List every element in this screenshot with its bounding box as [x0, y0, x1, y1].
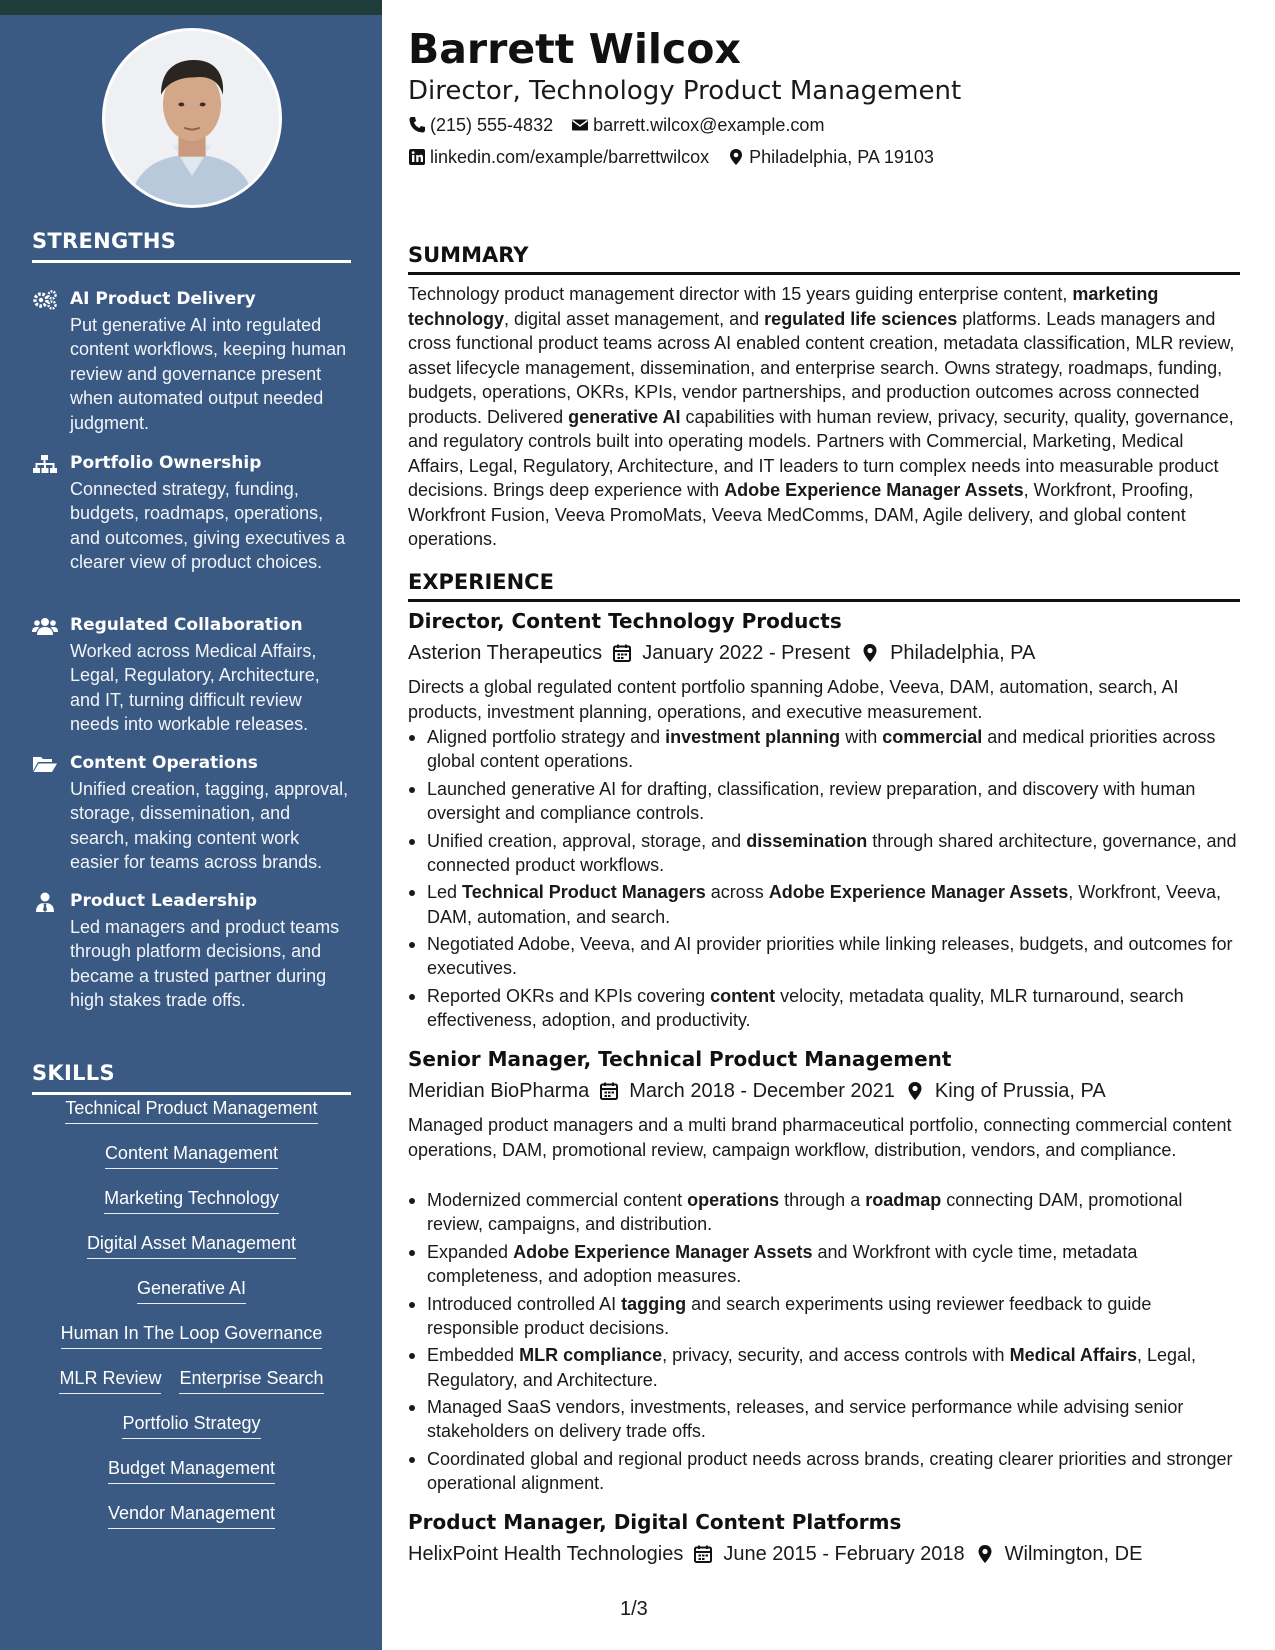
- skill-tag: Generative AI: [137, 1276, 246, 1304]
- location-text: Philadelphia, PA 19103: [749, 147, 934, 167]
- job-description: Managed product managers and a multi brand pharmaceutical portfolio, connecting commercial content operations, DAM, promotional review, campaign workflow, distribution, vendors, and compliance.: [408, 1115, 1232, 1160]
- job-bullets: [408, 725, 1240, 1036]
- strength-text: Connected strategy, funding, budgets, roadmaps, operations, and outcomes, giving executives a clearer view of product choices.: [70, 479, 346, 573]
- job-description: Directs a global regulated content portfolio spanning Adobe, Veeva, DAM, automation, search, AI products, investment planning, operations, and executive measurement.: [408, 677, 1179, 722]
- skill-tag: Budget Management: [108, 1456, 275, 1484]
- contact-phone[interactable]: [408, 114, 553, 136]
- skill-tag: Portfolio Strategy: [122, 1411, 260, 1439]
- calendar-icon: [612, 643, 632, 663]
- bullet-item: Led Technical Product Managers across Adobe Experience Manager Assets, Workfront, Veeva, DAM, automation, and search.: [408, 880, 1240, 929]
- bullet-item: Reported OKRs and KPIs covering content velocity, metadata quality, MLR turnaround, search effectiveness, adoption, and productivity.: [408, 984, 1240, 1033]
- map-marker-icon: [860, 643, 880, 663]
- skill-tag: Technical Product Management: [65, 1096, 317, 1124]
- job-dates: June 2015 - February 2018: [723, 1543, 965, 1565]
- skill-tag: Digital Asset Management: [87, 1231, 296, 1259]
- sidebar: [0, 0, 382, 1650]
- user-tie-icon: [32, 892, 58, 912]
- strength-text: Worked across Medical Affairs, Legal, Regulatory, Architecture, and IT, turning difficult review needs into workable releases.: [70, 641, 320, 735]
- map-marker-icon: [975, 1544, 995, 1564]
- job-meta: [408, 640, 1035, 666]
- job-location: King of Prussia, PA: [934, 1080, 1106, 1102]
- job-company: HelixPoint Health Technologies: [408, 1543, 684, 1565]
- strength-title: Product Leadership: [70, 891, 258, 911]
- envelope-icon: [571, 116, 589, 134]
- job-title: Product Manager, Digital Content Platforms: [408, 1510, 902, 1534]
- strength-title: Portfolio Ownership: [70, 453, 262, 473]
- job-company: Meridian BioPharma: [408, 1080, 590, 1102]
- linkedin-icon: [408, 148, 426, 166]
- skill-tag: Vendor Management: [108, 1501, 275, 1529]
- job-title: Senior Manager, Technical Product Management: [408, 1047, 952, 1071]
- strength-text: Put generative AI into regulated content workflows, keeping human review and governance present when automated output needed judgment.: [70, 315, 347, 433]
- job-location: Philadelphia, PA: [890, 642, 1036, 664]
- avatar-portrait-icon: [105, 31, 279, 205]
- sitemap-icon: [32, 454, 58, 474]
- bullet-item: Modernized commercial content operations through a roadmap connecting DAM, promotional review, campaigns, and distribution.: [408, 1188, 1240, 1237]
- gears-icon: [32, 290, 58, 310]
- contact-row-1: [408, 114, 824, 136]
- skills-heading: SKILLS: [32, 1061, 351, 1095]
- bullet-item: Embedded MLR compliance, privacy, security, and access controls with Medical Affairs, Legal, Regulatory, and Architecture.: [408, 1343, 1240, 1392]
- skill-tag: MLR Review: [59, 1366, 161, 1394]
- email-text: barrett.wilcox@example.com: [593, 115, 825, 135]
- users-icon: [32, 616, 58, 636]
- summary-heading: SUMMARY: [408, 242, 1240, 275]
- bullet-item: Expanded Adobe Experience Manager Assets and Workfront with cycle time, metadata completeness, and adoption measures.: [408, 1240, 1240, 1289]
- contact-location: [727, 146, 934, 168]
- skill-tag: Marketing Technology: [104, 1186, 279, 1214]
- calendar-icon: [693, 1544, 713, 1564]
- contact-email[interactable]: [571, 114, 824, 136]
- skill-tag: Content Management: [105, 1141, 278, 1169]
- bullet-item: Negotiated Adobe, Veeva, and AI provider priorities while linking releases, budgets, and outcomes for executives.: [408, 932, 1240, 981]
- strengths-heading: STRENGTHS: [32, 229, 351, 263]
- phone-icon: [408, 116, 426, 134]
- strength-title: AI Product Delivery: [70, 289, 256, 309]
- job-bullets: [408, 1188, 1240, 1499]
- job-meta: [408, 1078, 1106, 1104]
- map-marker-icon: [905, 1081, 925, 1101]
- bullet-item: Unified creation, approval, storage, and dissemination through shared architecture, governance, and connected product workflows.: [408, 829, 1240, 878]
- calendar-icon: [599, 1081, 619, 1101]
- job-location: Wilmington, DE: [1004, 1543, 1143, 1565]
- strength-text: Unified creation, tagging, approval, storage, dissemination, and search, making content work easier for teams across brands.: [70, 779, 349, 873]
- candidate-name: Barrett Wilcox: [408, 25, 741, 73]
- bullet-item: Aligned portfolio strategy and investment planning with commercial and medical priorities across global content operations.: [408, 725, 1240, 774]
- job-title: Director, Content Technology Products: [408, 609, 842, 633]
- strength-title: Regulated Collaboration: [70, 615, 303, 635]
- bullet-item: Coordinated global and regional product needs across brands, creating clearer priorities and stronger operational alignment.: [408, 1447, 1240, 1496]
- skill-tag: Enterprise Search: [179, 1366, 323, 1394]
- contact-linkedin[interactable]: [408, 146, 709, 168]
- folder-open-icon: [32, 754, 58, 774]
- job-company: Asterion Therapeutics: [408, 642, 603, 664]
- summary-text: Technology product management director with 15 years guiding enterprise content, marketing technology, digital asset management, and regulated life sciences platforms. Leads managers and cross functional product teams across AI enabled content creation, metadata classification, MLR review, asset lifecycle management, dissemination, and enterprise search. Owns strategy, roadmaps, funding, budgets, operations, OKRs, KPIs, vendor partnerships, and production outcomes across connected products. Delivered generative AI capabilities with human review, privacy, security, quality, governance, and regulatory controls built into operating models. Partners with Commercial, Marketing, Medical Affairs, Legal, Regulatory, Architecture, and IT leaders to turn complex needs into measurable product decisions. Brings deep experience with Adobe Experience Manager Assets, Workfront, Proofing, Workfront Fusion, Veeva PromoMats, Veeva MedComms, DAM, Agile delivery, and global content operations.: [408, 284, 1235, 549]
- bullet-item: Managed SaaS vendors, investments, releases, and service performance while advising senior stakeholders on delivery trade offs.: [408, 1395, 1240, 1444]
- job-dates: January 2022 - Present: [642, 642, 851, 664]
- bullet-item: Launched generative AI for drafting, classification, review preparation, and discovery with human oversight and compliance controls.: [408, 777, 1240, 826]
- phone-text: (215) 555-4832: [430, 115, 554, 135]
- sidebar-top-band: [0, 0, 382, 15]
- experience-heading: EXPERIENCE: [408, 569, 1240, 602]
- skill-tag: Human In The Loop Governance: [61, 1321, 323, 1349]
- page-number: 1/3: [620, 1598, 648, 1620]
- bullet-item: Introduced controlled AI tagging and search experiments using reviewer feedback to guide responsible product decisions.: [408, 1292, 1240, 1341]
- contact-row-2: [408, 146, 934, 168]
- linkedin-text: linkedin.com/example/barrettwilcox: [430, 147, 710, 167]
- skills-list: [32, 1096, 351, 1546]
- job-meta: [408, 1541, 1142, 1567]
- map-marker-icon: [727, 148, 745, 166]
- job-dates: March 2018 - December 2021: [629, 1080, 895, 1102]
- avatar: [102, 28, 282, 208]
- strength-text: Led managers and product teams through platform decisions, and became a trusted partner during high stakes trade offs.: [70, 917, 340, 1011]
- strength-title: Content Operations: [70, 753, 258, 773]
- candidate-title: Director, Technology Product Management: [408, 76, 962, 106]
